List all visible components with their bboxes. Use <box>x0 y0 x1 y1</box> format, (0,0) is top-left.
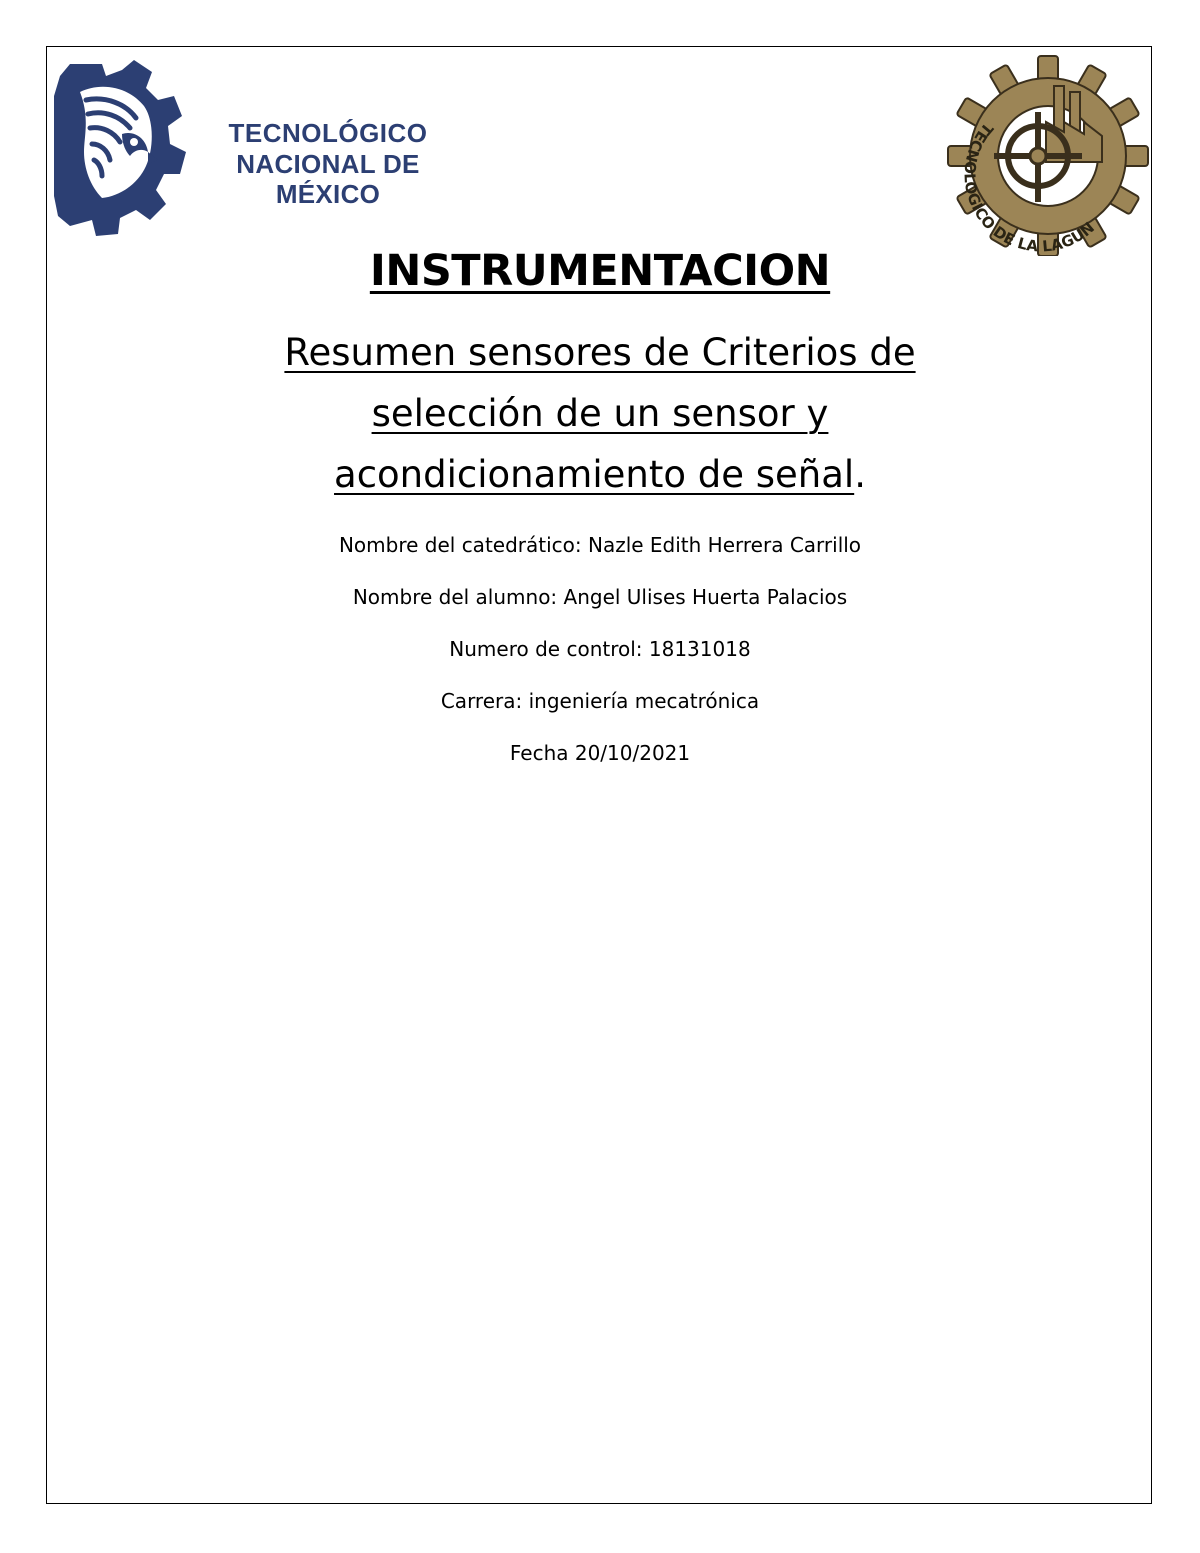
professor-name: Nombre del catedrático: Nazle Edith Herrera Carrillo <box>338 533 862 557</box>
tecnm-logo <box>50 56 460 240</box>
tecnm-wordmark-line2: NACIONAL DE MÉXICO <box>236 148 420 210</box>
date: Fecha 20/10/2021 <box>509 741 691 765</box>
laguna-seal-ring-text: TECNOLOGICO DE LA LAGUN <box>960 119 1098 256</box>
document-title <box>0 246 1200 296</box>
student-name: Nombre del alumno: Angel Ulises Huerta Palacios <box>352 585 848 609</box>
subtitle-line-2: selección de un sensor y <box>371 392 829 435</box>
document-subtitle <box>0 322 1200 505</box>
subtitle-line-3: acondicionamiento de señal <box>334 453 855 496</box>
tecnm-gear-eagle-emblem <box>50 56 190 240</box>
tecnm-wordmark-line1: TECNOLÓGICO <box>228 118 428 148</box>
cover-info-block <box>0 528 1200 788</box>
tecnm-wordmark <box>188 118 468 210</box>
laguna-seal-logo <box>946 52 1150 256</box>
subtitle-period: . <box>854 453 866 496</box>
document-title-text: INSTRUMENTACION <box>369 246 831 296</box>
control-number: Numero de control: 18131018 <box>449 637 751 661</box>
career: Carrera: ingeniería mecatrónica <box>440 689 760 713</box>
subtitle-line-1: Resumen sensores de Criterios de <box>284 331 916 374</box>
